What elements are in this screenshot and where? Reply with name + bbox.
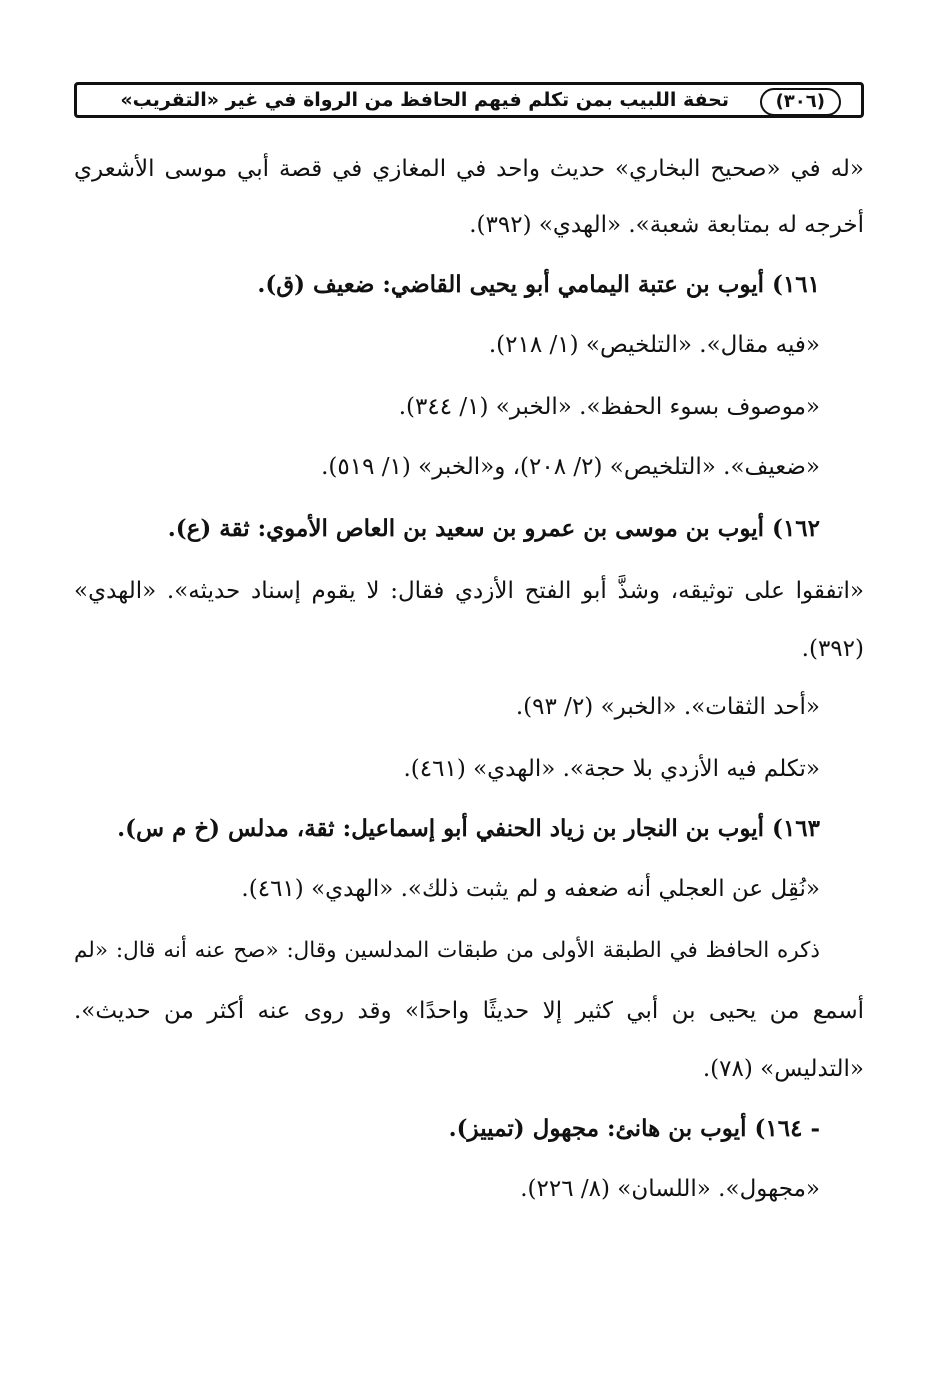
text-line: أخرجه له بمتابعة شعبة». «الهدي» (٣٩٢). (469, 212, 864, 238)
entry-heading-161: ١٦١) أيوب بن عتبة اليمامي أبو يحيى القاضي: ضعيف (ق). (257, 271, 820, 298)
entry-heading-163: ١٦٣) أيوب بن النجار بن زياد الحنفي أبو إسماعيل: ثقة، مدلس (خ م س). (117, 815, 820, 842)
text-line: «التدليس» (٧٨). (702, 1056, 864, 1082)
running-title: تحفة اللبيب بمن تكلم فيهم الحافظ من الرواة في غير «التقريب» (120, 89, 729, 111)
text-line: «فيه مقال». «التلخيص» (١/ ٢١٨). (488, 332, 820, 358)
text-line: «مجهول». «اللسان» (٨/ ٢٢٦). (520, 1176, 820, 1202)
text-line: «ضعيف». «التلخيص» (٢/ ٢٠٨)، و«الخبر» (١/ ٥١٩). (321, 454, 820, 480)
page-header (74, 82, 864, 118)
text-line: أسمع من يحيى بن أبي كثير إلا حديثًا واحدًا» وقد روى عنه أكثر من حديث». (74, 998, 864, 1024)
text-line: «موصوف بسوء الحفظ». «الخبر» (١/ ٣٤٤). (398, 394, 820, 420)
text-line: «أحد الثقات». «الخبر» (٢/ ٩٣). (515, 694, 820, 720)
text-line: «له في «صحيح البخاري» حديث واحد في المغازي في قصة أبي موسى الأشعري (74, 156, 864, 182)
entry-heading-162: ١٦٢) أيوب بن موسى بن عمرو بن سعيد بن العاص الأموي: ثقة (ع). (167, 515, 820, 542)
entry-heading-164: - ١٦٤) أيوب بن هانئ: مجهول (تمييز). (448, 1115, 820, 1142)
page-number: (٣٠٦) (760, 88, 841, 116)
text-line: ذكره الحافظ في الطبقة الأولى من طبقات المدلسين وقال: «صح عنه أنه قال: «لم (74, 938, 820, 963)
text-line: «اتفقوا على توثيقه، وشذَّ أبو الفتح الأزدي فقال: لا يقوم إسناد حديثه». «الهدي» (74, 578, 864, 604)
text-line: (٣٩٢). (801, 636, 864, 662)
text-line: «نُقِل عن العجلي أنه ضعفه و لم يثبت ذلك». «الهدي» (٤٦١). (241, 876, 820, 902)
text-line: «تكلم فيه الأزدي بلا حجة». «الهدي» (٤٦١). (403, 756, 820, 782)
